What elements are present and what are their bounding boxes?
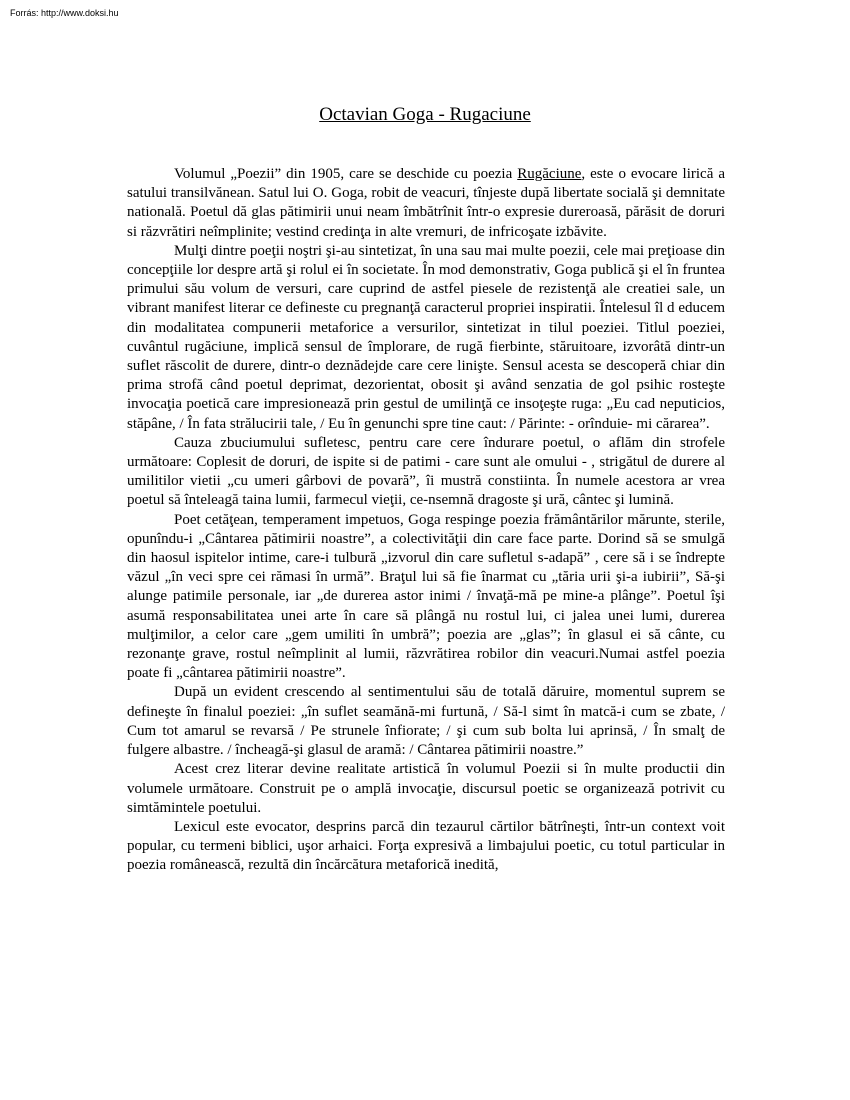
paragraph-2: Mulţi dintre poeţii noştri şi-au sintetizat, în una sau mai multe poezii, cele mai preţioase din concepţiile lor despre artă şi rolul ei în societate. În mod demonstrativ, Goga publică şi el în fruntea primului său volum de versuri, care cuprind de astfel piesele de rezistenţă ale creatiei sale, un vibrant manifest literar ce defineste cu pregnanţă caracterul propriei inspiratii. Întelesul îl d educem din modalitatea compunerii metaforice a versurilor, sintetizat in tilul poeziei. Titlul poeziei, cuvântul rugăciune, implică sensul de împlorare, de rugă fierbinte, stăruitoare, izvorâtă dintr-un suflet răscolit de durere, dintr-o deznădejde care cere linişte. Sensul acesta se descoperă chiar din prima strofă când poetul deprimat, dezorientat, obosit şi având senzatia de gol psihic rosteşte invocaţia poetică care impresionează prin gestul de umilinţă ce insoţeşte ruga: „Eu cad neputicios, stăpâne, / În fata strălucirii tale, / Eu în genunchi spre tine caut: / Părinte: - orînduie- mi cărarea”. <box>127 242 725 432</box>
paragraph-1-before: Volumul „Poezii” din 1905, care se deschide cu poezia <box>174 166 518 182</box>
page-title: Octavian Goga - Rugaciune <box>319 104 531 125</box>
document-body <box>127 165 725 876</box>
source-line: Forrás: http://www.doksi.hu <box>10 8 119 18</box>
paragraph-5: După un evident crescendo al sentimentului său de totală dăruire, momentul suprem se defineşte în finalul poeziei: „în suflet seamănă-mi furtună, / Să-l simt în matcă-i cum se zbate, / Cum tot amarul se revarsă / Pe strunele înfiorate; / şi cum sub bolta lui aprinsă, / În smalţ de fulgere albastre. / încheagă-şi glasul de aramă: / Cântarea pătimirii noastre.” <box>127 684 725 759</box>
paragraph-7: Lexicul este evocator, desprins parcă din tezaurul cărtilor bătrîneşti, într-un context voit popular, cu termeni biblici, uşor arhaici. Forţa expresivă a limbajului poetic, cu totul particular in poezia românească, rezultă din încărcătura metaforică inedită, <box>127 818 725 874</box>
paragraph-1 <box>127 165 725 242</box>
paragraph-1-after: , este o evocare lirică a satului transilvănean. Satul lui O. Goga, robit de veacuri, tînjeste după libertate socială şi demnitate natională. Poetul dă glas pătimirii unui neam îmbătrînit într-o expresie dureroasă, părăsit de doruri si răzvrătiri neîmplinite; vestind credinţa in alte vremuri, de infricoşate izbăvite. <box>127 166 726 240</box>
paragraph-3: Cauza zbuciumului sufletesc, pentru care cere îndurare poetul, o aflăm din strofele următoare: Coplesit de doruri, de ispite si de patimi - care sunt ale omului - , strigătul de durere al umilitilor vietii „cu umeri gârbovi de povară”, îi mustră constiinta. În numele acestora ar vrea poetul să înteleagă taina lumii, farmecul vieţii, ce-nsemnă dragoste şi ură, cântec şi lumină. <box>127 434 725 509</box>
poem-title-reference: Rugăciune <box>517 166 582 182</box>
paragraph-6: Acest crez literar devine realitate artistică în volumul Poezii si în multe productii din volumele următoare. Construit pe o amplă invocaţie, discursul poetic se organizează potrivit cu simtămintele poetului. <box>127 761 725 816</box>
paragraph-4: Poet cetăţean, temperament impetuos, Goga respinge poezia frământărilor mărunte, sterile, opunîndu-i „Cântarea pătimirii noastre”, a colectivităţii din care face parte. Dorind să se smulgă din haosul ispitelor intime, care-i tulbură „izvorul din care sufletul s-adapă” , cere să i se îndrepte văzul „în veci spre cei rămasi în urmă”. Braţul lui să fie înarmat cu „tăria urii şi-a iubirii”, Să-şi alunge patimile personale, iar „de durerea astor inimi / învaţă-mă pe mine-a plânge”. Poetul îşi asumă responsabilitatea unei arte în care să plângă nu rostul lui, ci jalea unei lumi, durerea mulţimilor, a celor care „gem umiliti în umbră”; poezia are „glas”; în glasul ei să cânte, cu rezonanţe grave, rostul neîmplinit al lumii, răzvrătirea robilor din veacuri.Numai astfel poezia poate fi „cântarea pătimirii noastre”. <box>127 511 725 682</box>
